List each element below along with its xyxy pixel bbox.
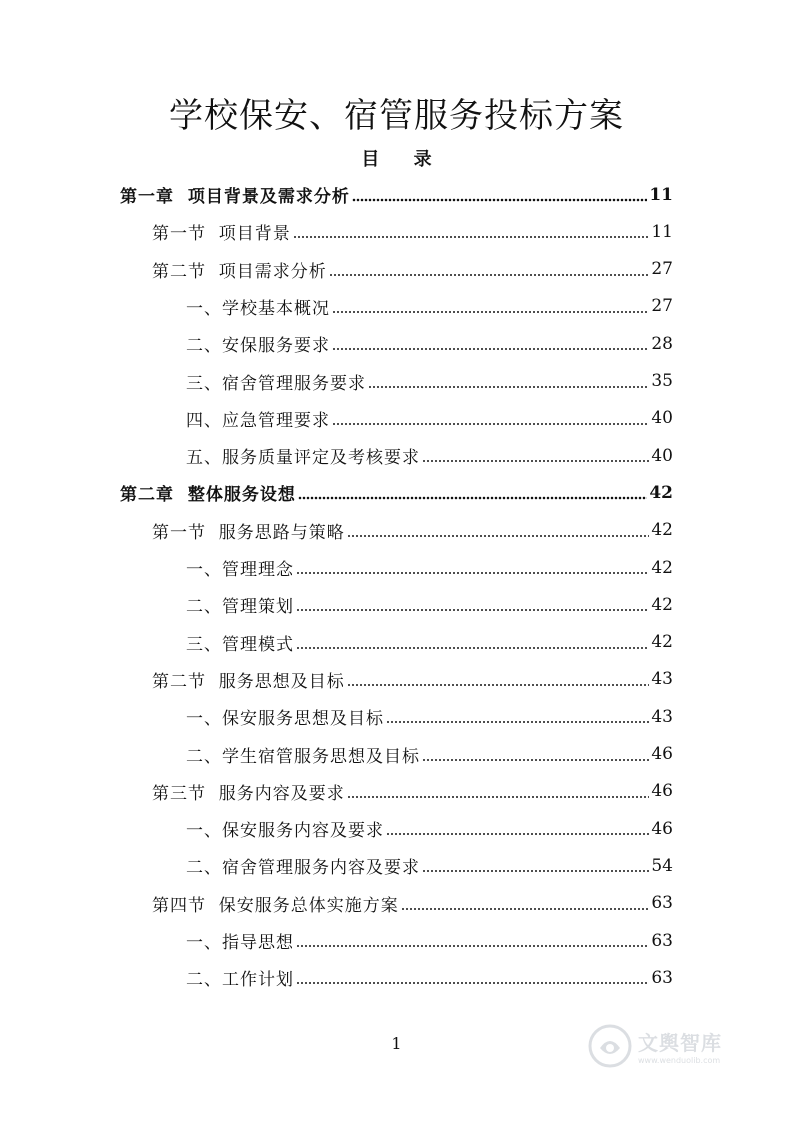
- toc-entry[interactable]: [186, 624, 673, 661]
- page-number: 1: [391, 1034, 402, 1053]
- toc-leader-dots: [332, 298, 649, 315]
- toc-entry-page: 42: [651, 594, 673, 615]
- toc-entry-label: 第一节 服务思路与策略: [152, 522, 345, 543]
- toc-entry-page: 63: [651, 967, 673, 988]
- toc-entry-page: 28: [651, 333, 673, 354]
- toc-entry[interactable]: [186, 922, 673, 959]
- toc-entry-page: 40: [651, 445, 673, 466]
- toc-leader-dots: [422, 447, 649, 464]
- toc-entry[interactable]: [186, 959, 673, 996]
- toc-leader-dots: [293, 223, 649, 240]
- toc-entry-label: 二、宿舍管理服务内容及要求: [186, 858, 420, 879]
- toc-leader-dots: [352, 186, 647, 203]
- toc-entry-page: 54: [651, 855, 673, 876]
- toc-entry-label: 三、管理模式: [186, 634, 294, 655]
- toc-entry-label: 二、学生宿管服务思想及目标: [186, 746, 420, 767]
- toc-entry-label: 第二章 整体服务设想: [120, 485, 296, 506]
- toc-entry-label: 五、服务质量评定及考核要求: [186, 448, 420, 469]
- toc-leader-dots: [386, 820, 649, 837]
- toc-entry-label: 二、管理策划: [186, 597, 294, 618]
- toc-entry-label: 第三节 服务内容及要求: [152, 783, 345, 804]
- toc-entry-page: 42: [651, 557, 673, 578]
- toc-entry-page: 11: [649, 184, 673, 205]
- toc-entry-page: 46: [651, 818, 673, 839]
- toc-leader-dots: [368, 373, 649, 390]
- toc-entry-label: 二、安保服务要求: [186, 336, 330, 357]
- document-title: 学校保安、宿管服务投标方案: [169, 96, 624, 136]
- toc-entry-page: 63: [651, 893, 673, 914]
- toc-entry-label: 二、工作计划: [186, 970, 294, 991]
- toc-entry-label: 第二节 服务思想及目标: [152, 671, 345, 692]
- toc-entry[interactable]: [120, 176, 673, 213]
- toc-entry-label: 一、保安服务思想及目标: [186, 709, 384, 730]
- toc-entry-page: 11: [651, 221, 673, 242]
- toc-leader-dots: [329, 261, 649, 278]
- toc-entry-page: 27: [651, 296, 673, 317]
- toc-entry[interactable]: [186, 549, 673, 586]
- toc-entry[interactable]: [186, 586, 673, 623]
- toc-entry-label: 第四节 保安服务总体实施方案: [152, 895, 399, 916]
- toc-entry-page: 46: [651, 781, 673, 802]
- toc-leader-dots: [296, 559, 649, 576]
- toc-entry[interactable]: [186, 437, 673, 474]
- watermark: [588, 1020, 758, 1072]
- toc-leader-dots: [347, 783, 649, 800]
- toc-entry-page: 43: [651, 706, 673, 727]
- toc-entry-label: 三、宿舍管理服务要求: [186, 373, 366, 394]
- toc-leader-dots: [296, 969, 649, 986]
- toc-entry-page: 43: [651, 669, 673, 690]
- toc-entry-page: 46: [651, 744, 673, 764]
- toc-entry-label: 第二节 项目需求分析: [152, 261, 327, 282]
- watermark-url: www.wenduolib.com: [638, 1056, 721, 1065]
- toc-entry[interactable]: [152, 773, 673, 810]
- toc-entry[interactable]: [186, 400, 673, 437]
- toc-entry-label: 一、管理理念: [186, 560, 294, 580]
- toc-entry-page: 42: [651, 520, 673, 541]
- toc-leader-dots: [347, 671, 649, 688]
- toc-entry-page: 27: [651, 259, 673, 280]
- toc-entry[interactable]: [152, 213, 673, 250]
- toc-entry-label: 一、学校基本概况: [186, 298, 330, 319]
- toc-leader-dots: [332, 410, 649, 427]
- watermark-logo-icon: [588, 1024, 632, 1068]
- toc-entry-page: 42: [651, 632, 673, 653]
- watermark-text: [638, 1027, 722, 1065]
- toc-leader-dots: [296, 932, 649, 949]
- toc-entry[interactable]: [186, 288, 673, 325]
- toc-entry[interactable]: [186, 736, 673, 773]
- toc-leader-dots: [347, 522, 649, 539]
- toc-leader-dots: [296, 596, 649, 613]
- toc-leader-dots: [386, 708, 649, 725]
- toc-entry-label: 一、保安服务内容及要求: [186, 821, 384, 842]
- toc-entry[interactable]: [152, 885, 673, 922]
- toc-entry[interactable]: [186, 847, 673, 884]
- toc-entry-page: 42: [649, 482, 673, 503]
- toc-heading: 目 录: [361, 149, 446, 170]
- toc-entry-label: 第一节 项目背景: [152, 224, 291, 245]
- toc-entry-label: 一、指导思想: [186, 933, 294, 953]
- toc-leader-dots: [296, 634, 649, 651]
- toc-entry[interactable]: [152, 661, 673, 698]
- toc-entry-page: 35: [651, 371, 673, 391]
- toc-entry[interactable]: [120, 474, 673, 511]
- toc-entry[interactable]: [186, 325, 673, 362]
- toc-entry-page: 63: [651, 930, 673, 951]
- toc-leader-dots: [401, 895, 649, 912]
- watermark-name: 文舆智库: [638, 1031, 722, 1055]
- toc-entry[interactable]: [152, 512, 673, 549]
- toc-entry-label: 第一章 项目背景及需求分析: [120, 187, 350, 207]
- toc-entry[interactable]: [186, 698, 673, 735]
- toc-entry-page: 40: [651, 408, 673, 429]
- toc-leader-dots: [422, 746, 649, 763]
- toc-entry-label: 四、应急管理要求: [186, 410, 330, 431]
- toc-leader-dots: [298, 484, 647, 501]
- toc-leader-dots: [422, 857, 649, 874]
- toc-entry[interactable]: [186, 810, 673, 847]
- toc-leader-dots: [332, 335, 649, 352]
- toc-entry[interactable]: [152, 251, 673, 288]
- toc-entry[interactable]: [186, 363, 673, 400]
